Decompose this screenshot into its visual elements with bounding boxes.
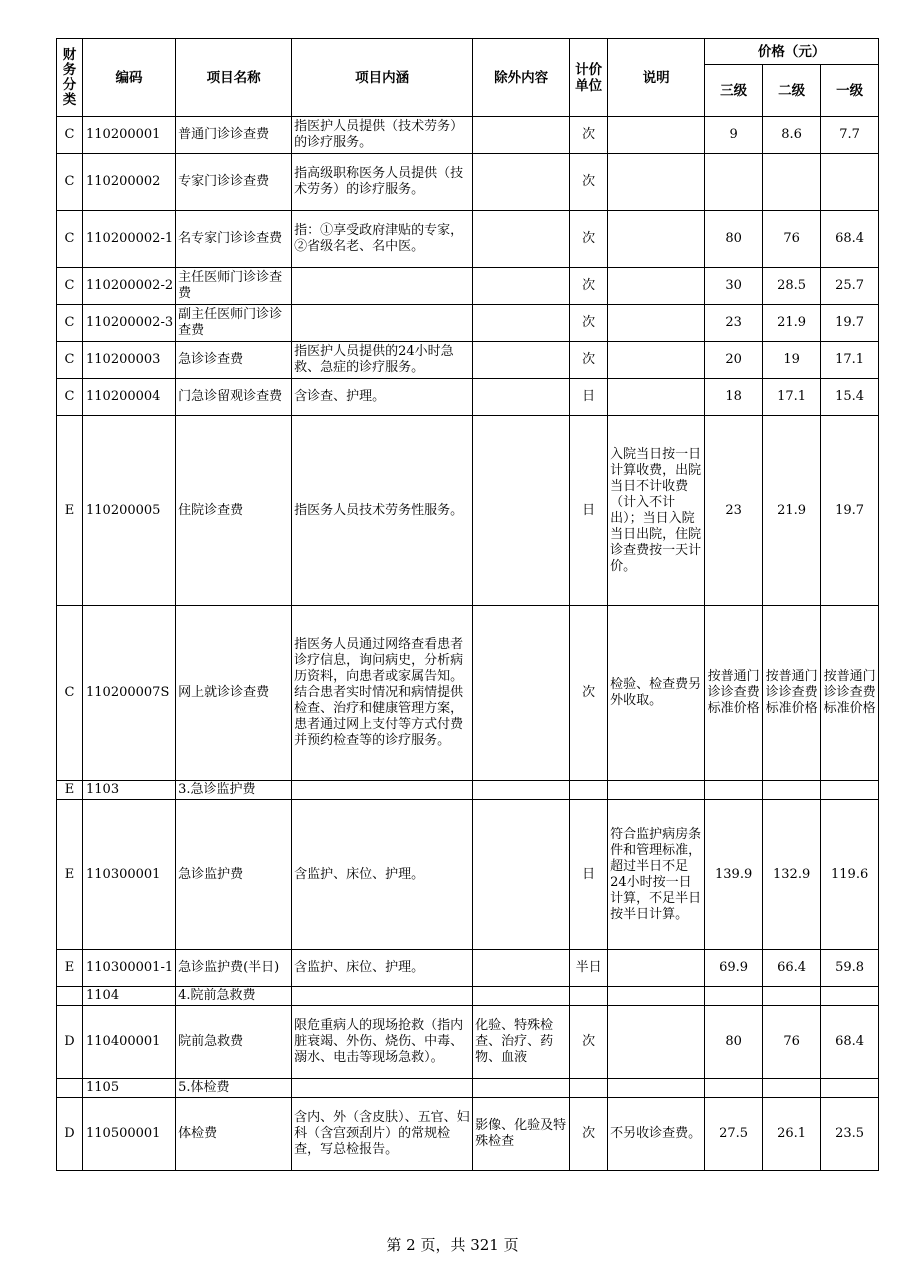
row-price-level3	[705, 154, 763, 211]
row-excluded	[473, 950, 570, 987]
table-row	[57, 781, 879, 800]
row-name: 4.院前急救费	[176, 987, 292, 1006]
table-row	[57, 379, 879, 416]
row-name: 5.体检费	[176, 1079, 292, 1098]
row-note	[608, 305, 705, 342]
row-price-level2: 19	[763, 342, 821, 379]
row-code: 1105	[83, 1079, 176, 1098]
row-category: E	[57, 416, 83, 606]
row-category: C	[57, 379, 83, 416]
row-category: C	[57, 211, 83, 268]
table-row	[57, 154, 879, 211]
row-code: 110200003	[83, 342, 176, 379]
page-footer: 第 2 页，共 321 页	[386, 1236, 519, 1254]
row-code: 110200002	[83, 154, 176, 211]
row-code: 110400001	[83, 1006, 176, 1079]
row-excluded	[473, 342, 570, 379]
row-content: 含监护、床位、护理。	[292, 800, 473, 950]
table-row	[57, 987, 879, 1006]
row-content: 含内、外（含皮肤）、五官、妇科（含宫颈刮片）的常规检查，写总检报告。	[292, 1098, 473, 1171]
row-name: 普通门诊诊查费	[176, 117, 292, 154]
row-content: 指高级职称医务人员提供（技术劳务）的诊疗服务。	[292, 154, 473, 211]
row-name: 门急诊留观诊查费	[176, 379, 292, 416]
row-category: C	[57, 117, 83, 154]
row-price-level2: 17.1	[763, 379, 821, 416]
row-excluded	[473, 379, 570, 416]
row-name: 名专家门诊诊查费	[176, 211, 292, 268]
row-excluded	[473, 268, 570, 305]
row-category: E	[57, 781, 83, 800]
header-unit: 计价单位	[570, 39, 608, 117]
row-name: 3.急诊监护费	[176, 781, 292, 800]
table-row	[57, 268, 879, 305]
row-code: 110200001	[83, 117, 176, 154]
row-price-level1: 7.7	[821, 117, 879, 154]
row-price-level3: 80	[705, 211, 763, 268]
row-price-level2	[763, 154, 821, 211]
row-code: 110200005	[83, 416, 176, 606]
row-price-level3: 23	[705, 416, 763, 606]
row-price-level3: 139.9	[705, 800, 763, 950]
row-price-level2: 76	[763, 1006, 821, 1079]
row-note: 检验、检查费另外收取。	[608, 606, 705, 781]
row-code: 110200002-2	[83, 268, 176, 305]
row-excluded	[473, 800, 570, 950]
row-note	[608, 379, 705, 416]
row-note	[608, 154, 705, 211]
row-price-level2: 按普通门诊诊查费标准价格	[763, 606, 821, 781]
row-note	[608, 987, 705, 1006]
table-row	[57, 1006, 879, 1079]
row-price-level3: 18	[705, 379, 763, 416]
row-unit: 次	[570, 606, 608, 781]
row-content	[292, 305, 473, 342]
row-unit	[570, 1079, 608, 1098]
row-code: 110200002-3	[83, 305, 176, 342]
row-content: 指医务人员通过网络查看患者诊疗信息，询问病史，分析病历资料，向患者或家属告知。结合患者实时情况和病情提供检查、治疗和健康管理方案，患者通过网上支付等方式付费并预约检查等的诊疗服务。	[292, 606, 473, 781]
header-level1: 一级	[821, 65, 879, 117]
row-price-level2: 26.1	[763, 1098, 821, 1171]
row-price-level1: 68.4	[821, 211, 879, 268]
row-name: 副主任医师门诊诊查费	[176, 305, 292, 342]
row-unit	[570, 987, 608, 1006]
row-excluded	[473, 305, 570, 342]
row-price-level2: 21.9	[763, 416, 821, 606]
row-content: 限危重病人的现场抢救（指内脏衰竭、外伤、烧伤、中毒、溺水、电击等现场急救）。	[292, 1006, 473, 1079]
row-unit: 次	[570, 211, 608, 268]
row-name: 急诊监护费(半日)	[176, 950, 292, 987]
row-content: 指医务人员技术劳务性服务。	[292, 416, 473, 606]
row-name: 急诊诊查费	[176, 342, 292, 379]
row-code: 110200002-1	[83, 211, 176, 268]
row-excluded	[473, 154, 570, 211]
row-excluded	[473, 606, 570, 781]
row-category: C	[57, 154, 83, 211]
row-unit: 次	[570, 117, 608, 154]
header-name: 项目名称	[176, 39, 292, 117]
row-unit: 次	[570, 1098, 608, 1171]
table-row	[57, 416, 879, 606]
row-code: 1104	[83, 987, 176, 1006]
row-price-level1: 23.5	[821, 1098, 879, 1171]
row-content	[292, 781, 473, 800]
row-price-level1	[821, 154, 879, 211]
row-content	[292, 268, 473, 305]
row-note: 符合监护病房条件和管理标准，超过半日不足24小时按一日计算，不足半日按半日计算。	[608, 800, 705, 950]
row-price-level1: 119.6	[821, 800, 879, 950]
price-table	[56, 38, 879, 1171]
row-note	[608, 950, 705, 987]
row-note: 入院当日按一日计算收费，出院当日不计收费（计入不计出）；当日入院当日出院，住院诊查费按一天计价。	[608, 416, 705, 606]
row-price-level3: 按普通门诊诊查费标准价格	[705, 606, 763, 781]
table-row	[57, 342, 879, 379]
row-note	[608, 1006, 705, 1079]
header-level3: 三级	[705, 65, 763, 117]
row-price-level3	[705, 987, 763, 1006]
row-category	[57, 987, 83, 1006]
row-unit: 次	[570, 268, 608, 305]
row-excluded	[473, 781, 570, 800]
row-price-level3: 69.9	[705, 950, 763, 987]
header-category: 财务分类	[57, 39, 83, 117]
row-price-level1: 25.7	[821, 268, 879, 305]
table-row	[57, 1098, 879, 1171]
table-row	[57, 950, 879, 987]
row-unit: 次	[570, 1006, 608, 1079]
row-content: 指医护人员提供（技术劳务）的诊疗服务。	[292, 117, 473, 154]
row-excluded: 影像、化验及特殊检查	[473, 1098, 570, 1171]
table-row	[57, 305, 879, 342]
row-name: 院前急救费	[176, 1006, 292, 1079]
row-category: D	[57, 1098, 83, 1171]
row-price-level2: 8.6	[763, 117, 821, 154]
table-row	[57, 1079, 879, 1098]
row-price-level3: 30	[705, 268, 763, 305]
row-price-level3	[705, 781, 763, 800]
row-note	[608, 268, 705, 305]
table-row	[57, 606, 879, 781]
row-price-level2	[763, 987, 821, 1006]
row-excluded	[473, 416, 570, 606]
header-note: 说明	[608, 39, 705, 117]
row-price-level1	[821, 781, 879, 800]
row-note	[608, 1079, 705, 1098]
row-price-level3: 9	[705, 117, 763, 154]
row-unit: 次	[570, 342, 608, 379]
row-content: 指医护人员提供的24小时急救、急症的诊疗服务。	[292, 342, 473, 379]
header-content: 项目内涵	[292, 39, 473, 117]
row-price-level2: 132.9	[763, 800, 821, 950]
header-code: 编码	[83, 39, 176, 117]
row-price-level3: 80	[705, 1006, 763, 1079]
row-excluded	[473, 117, 570, 154]
row-price-level1: 按普通门诊诊查费标准价格	[821, 606, 879, 781]
row-code: 1103	[83, 781, 176, 800]
row-note	[608, 117, 705, 154]
table-row	[57, 800, 879, 950]
row-excluded	[473, 211, 570, 268]
row-excluded: 化验、特殊检查、治疗、药物、血液	[473, 1006, 570, 1079]
row-note	[608, 342, 705, 379]
row-price-level1: 17.1	[821, 342, 879, 379]
row-price-level1: 59.8	[821, 950, 879, 987]
table-row	[57, 117, 879, 154]
row-content	[292, 1079, 473, 1098]
table-row	[57, 211, 879, 268]
row-category	[57, 1079, 83, 1098]
row-category: C	[57, 606, 83, 781]
row-unit: 次	[570, 154, 608, 211]
row-category: E	[57, 800, 83, 950]
row-category: C	[57, 305, 83, 342]
row-price-level3: 27.5	[705, 1098, 763, 1171]
header-excluded: 除外内容	[473, 39, 570, 117]
row-name: 主任医师门诊诊查费	[176, 268, 292, 305]
row-price-level2	[763, 1079, 821, 1098]
row-name: 急诊监护费	[176, 800, 292, 950]
row-content: 指：①享受政府津贴的专家，②省级名老、名中医。	[292, 211, 473, 268]
row-unit: 日	[570, 416, 608, 606]
row-price-level2: 76	[763, 211, 821, 268]
row-price-level3: 23	[705, 305, 763, 342]
row-name: 专家门诊诊查费	[176, 154, 292, 211]
row-unit	[570, 781, 608, 800]
row-name: 体检费	[176, 1098, 292, 1171]
row-price-level2: 21.9	[763, 305, 821, 342]
row-price-level2: 66.4	[763, 950, 821, 987]
row-code: 110200007S	[83, 606, 176, 781]
row-price-level1: 19.7	[821, 305, 879, 342]
row-unit: 日	[570, 379, 608, 416]
row-category: E	[57, 950, 83, 987]
row-unit: 次	[570, 305, 608, 342]
row-price-level1: 19.7	[821, 416, 879, 606]
row-code: 110500001	[83, 1098, 176, 1171]
row-price-level1	[821, 987, 879, 1006]
row-content: 含监护、床位、护理。	[292, 950, 473, 987]
row-price-level1	[821, 1079, 879, 1098]
row-price-level2	[763, 781, 821, 800]
row-price-level3: 20	[705, 342, 763, 379]
row-content: 含诊查、护理。	[292, 379, 473, 416]
row-code: 110200004	[83, 379, 176, 416]
row-unit: 日	[570, 800, 608, 950]
row-content	[292, 987, 473, 1006]
row-category: C	[57, 342, 83, 379]
row-excluded	[473, 1079, 570, 1098]
row-code: 110300001	[83, 800, 176, 950]
row-price-level2: 28.5	[763, 268, 821, 305]
row-price-level1: 68.4	[821, 1006, 879, 1079]
row-unit: 半日	[570, 950, 608, 987]
header-level2: 二级	[763, 65, 821, 117]
row-note	[608, 211, 705, 268]
row-price-level3	[705, 1079, 763, 1098]
row-category: C	[57, 268, 83, 305]
header-price: 价格（元）	[705, 39, 879, 65]
row-excluded	[473, 987, 570, 1006]
row-price-level1: 15.4	[821, 379, 879, 416]
row-name: 住院诊查费	[176, 416, 292, 606]
row-note	[608, 781, 705, 800]
row-note: 不另收诊查费。	[608, 1098, 705, 1171]
row-code: 110300001-1	[83, 950, 176, 987]
row-name: 网上就诊诊查费	[176, 606, 292, 781]
row-category: D	[57, 1006, 83, 1079]
